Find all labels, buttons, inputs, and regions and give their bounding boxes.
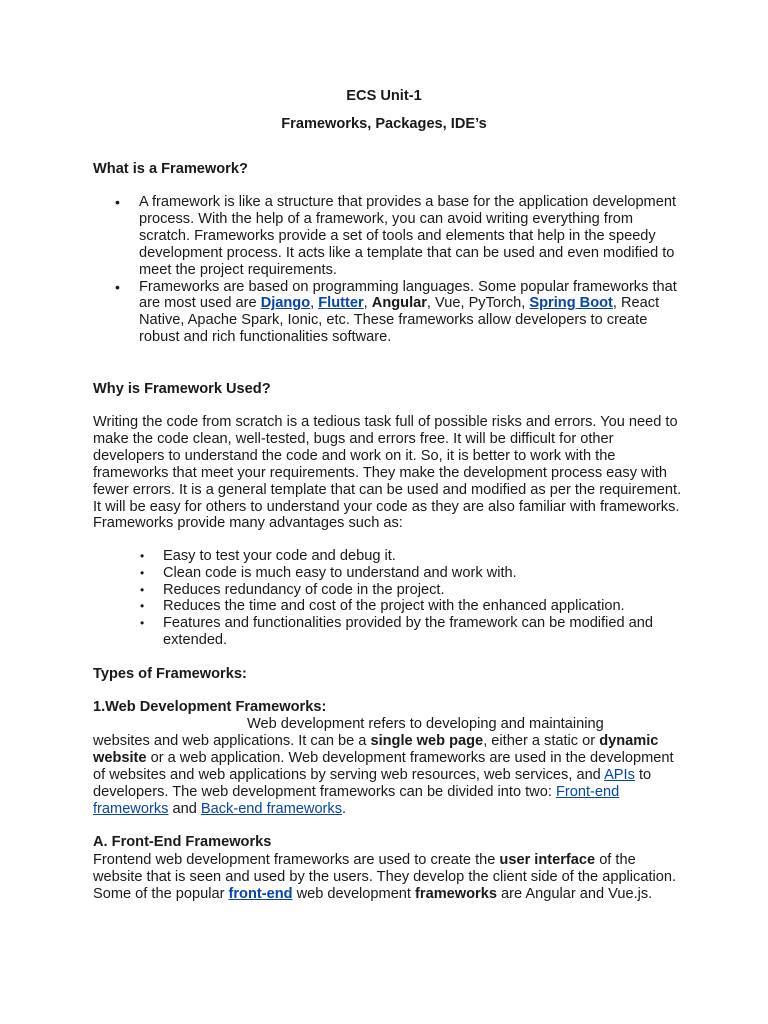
text-run: , either a static or — [483, 732, 600, 749]
user-interface-text: user interface — [499, 852, 596, 868]
dynamic-website-text: dynamic website — [93, 732, 659, 766]
frameworks-text: frameworks — [415, 885, 497, 902]
front-end-text — [93, 852, 683, 903]
back-end-frameworks-link[interactable]: Back-end frameworks — [200, 800, 343, 817]
text-run: of the website that is seen and used by the users. They develop the client side of the application. Some of the popular — [93, 852, 677, 902]
angular-text: Angular — [371, 295, 427, 312]
why-text: Writing the code from scratch is a tedious task full of possible risks and errors. You need to make the code clean, well-tested, bugs and errors free. It will be difficult for other developers to understand the code and work on it. So, it is better to work with the frameworks that meet your requirements. They make the development process easy with fewer errors. It is a general template that can be used and modified as per the requirement. It will be easy for others to understand your code as they are also familiar with frameworks. — [93, 414, 682, 515]
bullet-text: , Vue, PyTorch, — [426, 295, 530, 312]
bullet-text: , React Native, Apache Spark, Ionic, etc. These frameworks allow developers to create robust and rich functionalities software. — [139, 295, 660, 346]
web-dev-text — [93, 733, 683, 818]
front-end-link[interactable]: front-end — [228, 885, 293, 902]
why-paragraph — [93, 414, 683, 532]
text-run: or a web application. Web development frameworks are used in the development of websites and web applications by serving web resources, web services, and — [93, 749, 674, 783]
list-item: • Clean code is much easy to understand and work with. — [93, 565, 683, 582]
list-item — [93, 279, 683, 347]
text-run: websites and web applications. It can be a — [93, 732, 371, 749]
separator: , — [310, 295, 319, 312]
doc-subtitle: Frameworks, Packages, IDE’s — [281, 116, 487, 132]
web-dev-paragraph — [93, 716, 683, 817]
front-end-paragraph — [93, 852, 683, 903]
text-run: to developers. The web development frameworks can be divided into two: — [93, 766, 652, 800]
advantages-list — [93, 548, 683, 649]
list-item — [93, 194, 683, 279]
web-dev-first-line: Web development refers to developing and maintaining — [247, 716, 604, 732]
bullet-text: A framework is like a structure that provides a base for the application development process. With the help of a framework, you can avoid writing everything from scratch. Frameworks provide a set of tools and elements that help in the speedy development process. It acts like a template that can be used and even modified to meet the project requirements. — [139, 194, 677, 278]
what-heading: What is a Framework? — [93, 161, 248, 177]
separator: , — [363, 295, 372, 312]
list-item: • Easy to test your code and debug it. — [93, 548, 683, 565]
front-end-heading: A. Front-End Frameworks — [93, 834, 272, 850]
list-item: • Features and functionalities provided by the framework can be modified and extended. — [93, 615, 683, 649]
web-dev-heading: 1.Web Development Frameworks: — [93, 699, 327, 715]
spring-boot-link[interactable]: Spring Boot — [529, 295, 613, 312]
bullet-text: Frameworks are based on programming languages. Some popular frameworks that are most used are — [139, 278, 677, 312]
list-item: • Reduces the time and cost of the project with the enhanced application. — [93, 598, 683, 615]
list-item: • Reduces redundancy of code in the project. — [93, 582, 683, 599]
why-heading: Why is Framework Used? — [93, 381, 271, 397]
text-run: are Angular and Vue.js. — [496, 885, 653, 902]
django-link[interactable]: Django — [260, 295, 311, 312]
text-run: . — [342, 800, 347, 817]
doc-title: ECS Unit-1 — [346, 88, 422, 104]
single-web-page-text: single web page — [370, 732, 484, 749]
types-heading: Types of Frameworks: — [93, 666, 247, 682]
flutter-link[interactable]: Flutter — [318, 295, 364, 312]
apis-link[interactable]: APIs — [604, 766, 635, 783]
text-run: and — [168, 800, 201, 817]
advantages-intro: Frameworks provide many advantages such as: — [93, 515, 403, 532]
text-run: web development — [292, 885, 416, 902]
front-end-frameworks-link[interactable]: Front-end frameworks — [93, 783, 620, 817]
text-run: Frontend web development frameworks are used to create the — [93, 852, 500, 868]
framework-bullets — [93, 194, 683, 346]
